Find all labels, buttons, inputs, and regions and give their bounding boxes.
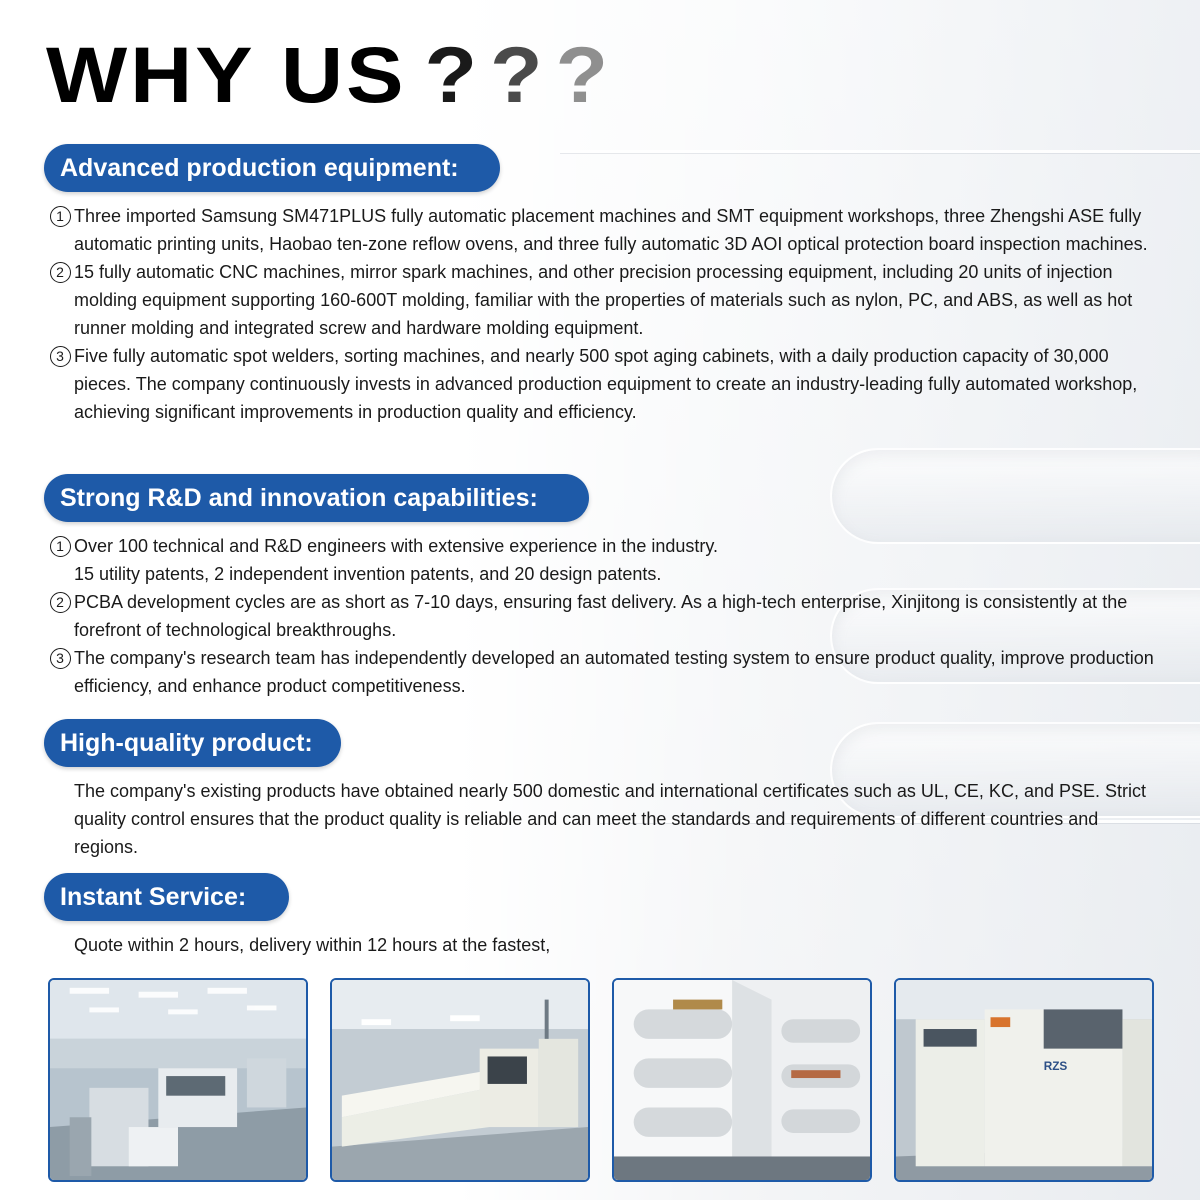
list-item: [46, 644, 1160, 700]
circled-number: 3: [46, 644, 74, 672]
list-item-text: 15 fully automatic CNC machines, mirror spark machines, and other precision processing equipment, including 20 units of injection molding equipment supporting 160-600T molding, familiar with the properties of materials such as nylon, PC, and ABS, as well as hot runner molding and integrated screw and hardware molding equipment.: [74, 262, 1133, 338]
section-heading-equipment: Advanced production equipment:: [44, 144, 500, 192]
list-item: [46, 588, 1160, 644]
service-paragraph: Quote within 2 hours, delivery within 12 hours at the fastest,: [74, 935, 551, 955]
circled-number: 3: [46, 342, 74, 370]
equipment-list: [46, 202, 1160, 426]
machine-label: RZS: [1043, 1060, 1068, 1074]
list-item-line: Over 100 technical and R&D engineers with extensive experience in the industry.: [74, 536, 719, 556]
workshop-photo: [612, 978, 872, 1182]
section-heading-service: Instant Service:: [44, 873, 289, 921]
page-title-text: WHY US: [46, 31, 407, 120]
circled-number: 2: [46, 258, 74, 286]
page-title: [46, 31, 612, 120]
quality-paragraph: The company's existing products have obtained nearly 500 domestic and international certificates such as UL, CE, KC, and PSE. Strict quality control ensures that the product quality is reliable and can meet the standards and requirements of different countries and regions.: [74, 781, 1146, 857]
workshop-photo: [48, 978, 308, 1182]
list-item: [46, 258, 1160, 342]
list-item-text: The company's research team has independently developed an automated testing system to ensure product quality, improve production efficiency, and enhance product competitiveness.: [74, 648, 1154, 696]
list-item-text: Three imported Samsung SM471PLUS fully automatic placement machines and SMT equipment workshops, three Zhengshi ASE fully automatic printing units, Haobao ten-zone reflow ovens, and three fully automatic 3D AOI optical protection board inspection machines.: [74, 206, 1148, 254]
workshop-photo: [330, 978, 590, 1182]
rnd-list: [46, 532, 1160, 700]
workshop-photo: [894, 978, 1154, 1182]
section-heading-quality: High-quality product:: [44, 719, 341, 767]
question-mark: ?: [555, 31, 612, 120]
circled-number: 1: [46, 202, 74, 230]
section-heading-rnd: Strong R&D and innovation capabilities:: [44, 474, 589, 522]
circled-number: 2: [46, 588, 74, 616]
list-item: [46, 202, 1160, 258]
list-item-text: PCBA development cycles are as short as 7-10 days, ensuring fast delivery. As a high-tech enterprise, Xinjitong is consistently at the forefront of technological breakthroughs.: [74, 592, 1128, 640]
circled-number: 1: [46, 532, 74, 560]
list-item: [46, 532, 1160, 588]
list-item-text: [74, 532, 1160, 588]
list-item-line: 15 utility patents, 2 independent invention patents, and 20 design patents.: [74, 564, 662, 584]
list-item-text: Five fully automatic spot welders, sorting machines, and nearly 500 spot aging cabinets, with a daily production capacity of 30,000 pieces. The company continuously invests in advanced production equipment to create an industry-leading fully automated workshop, achieving significant improvements in production quality and efficiency.: [74, 346, 1138, 422]
photo-strip: [48, 978, 1154, 1182]
question-mark: ?: [424, 31, 480, 120]
list-item: [46, 342, 1160, 426]
question-mark: ?: [490, 31, 546, 120]
